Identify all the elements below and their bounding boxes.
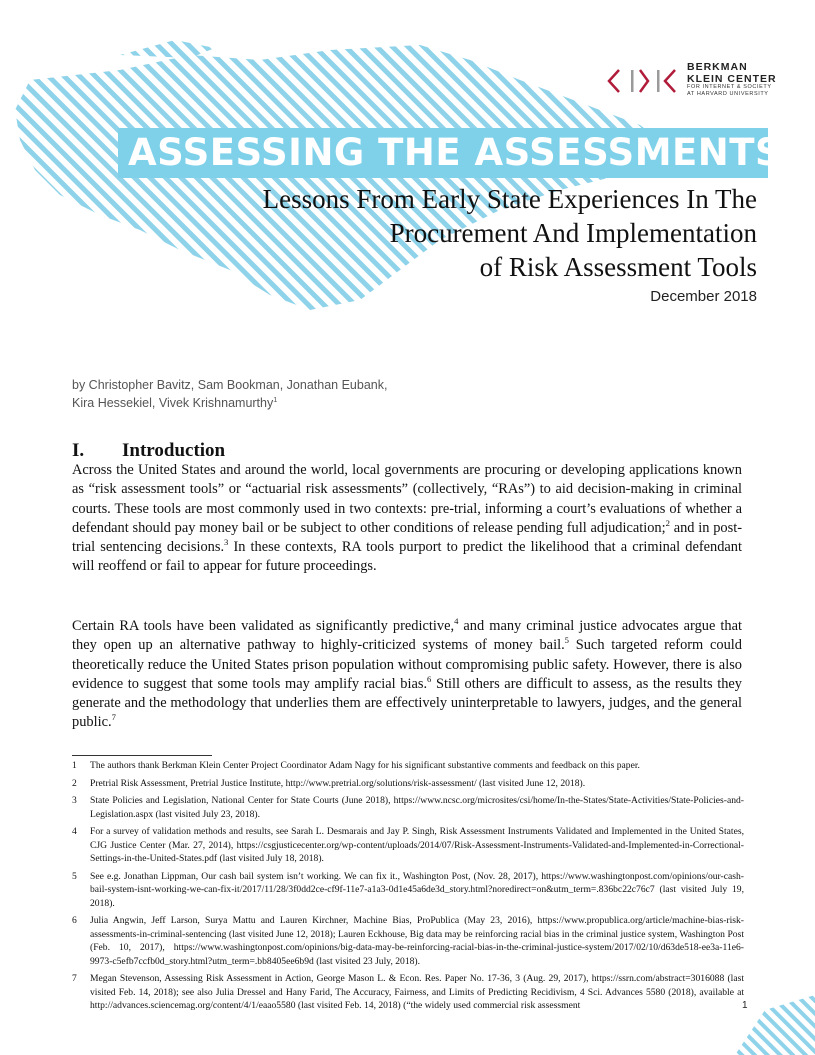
footnote-number: 6 bbox=[72, 915, 77, 926]
corner-stripes-decoration bbox=[725, 990, 815, 1055]
authors-line-2 bbox=[72, 394, 387, 412]
footnote-item bbox=[72, 777, 744, 791]
subtitle-line-3: of Risk Assessment Tools bbox=[479, 252, 757, 282]
paragraph-2 bbox=[72, 617, 742, 733]
bkc-logo-mark-icon bbox=[607, 64, 681, 98]
footnote-item bbox=[72, 972, 744, 1013]
logo-line-1: BERKMAN bbox=[687, 61, 748, 73]
footnote-divider bbox=[72, 755, 212, 756]
footnote-number: 7 bbox=[72, 973, 77, 984]
logo-line-3: FOR INTERNET & SOCIETY bbox=[687, 84, 772, 90]
page-number: 1 bbox=[742, 1000, 748, 1011]
paragraph-1-text-a: Across the United States and around the world, local governments are procuring or developing applications known as “risk assessment tools” or “actuarial risk assessments” (collectively, “RAs”) to aid decision-making in criminal courts. These tools are most commonly used in two contexts: pre-trial, informing a court’s evaluations of whether a defendant should pay money bail or be subject to other conditions of release pending full adjudication; bbox=[72, 462, 742, 536]
footnote-text: State Policies and Legislation, National Center for State Courts (June 2018), https://www.ncsc.org/microsites/csi/home/In-the-States/State-Activities/State-Policies-and-Legislation.aspx (last visited July 23, 2018). bbox=[90, 795, 744, 820]
footnote-number: 4 bbox=[72, 826, 77, 837]
footnote-ref[interactable]: 1 bbox=[273, 394, 278, 404]
footnote-ref[interactable]: 5 bbox=[564, 635, 569, 646]
footnote-text: Megan Stevenson, Assessing Risk Assessment in Action, George Mason L. & Econ. Res. Paper No. 17-36, 3 (Aug. 29, 2017), https://ssrn.com/abstract=3016088 (last visited Feb. 14, 2018); see also Julia Dressel and Hany Farid, The Accuracy, Fairness, and Limits of Predicting Recidivism, 4 Sci. Advances 5580 (2018), available at http://advances.sciencemag.org/content/4/1/eaao5580 (last visited Feb. 14, 2018) (“the widely used commercial risk assessment bbox=[90, 973, 744, 1011]
footnote-item bbox=[72, 914, 744, 968]
logo-wordmark bbox=[687, 62, 777, 97]
footnote-text: See e.g. Jonathan Lippman, Our cash bail system isn’t working. We can fix it., Washington Post, (Nov. 28, 2017), https://www.washingtonpost.com/opinions/our-cash-bail-system-isnt-working-we-can-fix-it/2017/11/28/3f0dd2ce-cf9f-11e7-a1a3-0d1e45a6de3d_story.html?noredirect=on&utm_term=.836bc22c76c7 (last visited July 19, 2018). bbox=[90, 870, 744, 909]
footnotes bbox=[72, 759, 744, 1017]
footnote-number: 3 bbox=[72, 795, 77, 806]
section-number: I. bbox=[72, 440, 85, 461]
footnote-item bbox=[72, 759, 744, 773]
paragraph-2-text-c: Such targeted reform could theoretically reduce the United States prison population without compromising public safety. However, there is also evidence to suggest that some tools may amplify racial bias. bbox=[72, 637, 742, 692]
footnote-item bbox=[72, 825, 744, 866]
author-list bbox=[72, 376, 387, 412]
logo-line-4: AT HARVARD UNIVERSITY bbox=[687, 90, 769, 97]
footnote-item bbox=[72, 794, 744, 821]
paragraph-2-text-b: and many criminal justice advocates argue that they open up an alternative pathway to highly-criticized systems of money bail. bbox=[72, 618, 742, 654]
footnote-text: For a survey of validation methods and results, see Sarah L. Desmarais and Jay P. Singh, Risk Assessment Instruments Validated and Implemented in the United States, CJG Justice Center (Mar. 27, 2014), https://csgjusticecenter.org/wp-content/uploads/2014/07/Risk-Assessment-Instruments-Validated-and-Implemented-in-Correctional-Settings-in-the-United-States.pdf (last visited July 18, 2018). bbox=[90, 826, 744, 864]
footnote-text: The authors thank Berkman Klein Center Project Coordinator Adam Nagy for his significant substantive comments and feedback on this paper. bbox=[90, 760, 640, 771]
section-heading bbox=[72, 440, 225, 462]
footnote-ref[interactable]: 4 bbox=[454, 616, 459, 627]
footnote-number: 1 bbox=[72, 760, 77, 771]
paragraph-2-text-d: Still others are difficult to assess, as the results they generate and the methodology that underlies them are effectively uninterpretable to lawyers, judges, and the general public. bbox=[72, 675, 742, 731]
footnote-ref[interactable]: 2 bbox=[665, 518, 670, 529]
publication-date: December 2018 bbox=[650, 288, 757, 305]
section-title: Introduction bbox=[122, 440, 226, 461]
authors-line-1: by Christopher Bavitz, Sam Bookman, Jonathan Eubank, bbox=[72, 378, 388, 392]
footnote-number: 5 bbox=[72, 870, 77, 882]
subtitle-line-2: Procurement And Implementation bbox=[389, 218, 757, 248]
footnote-ref[interactable]: 6 bbox=[427, 674, 432, 685]
subtitle bbox=[263, 182, 757, 284]
berkman-klein-logo bbox=[607, 60, 777, 100]
footnote-item bbox=[72, 870, 744, 911]
subtitle-line-1: Lessons From Early State Experiences In The bbox=[262, 184, 757, 214]
page-title: ASSESSING THE ASSESSMENTS bbox=[128, 131, 783, 174]
footnote-text: Pretrial Risk Assessment, Pretrial Justice Institute, http://www.pretrial.org/solutions/risk-assessment/ (last visited June 12, 2018). bbox=[90, 777, 586, 789]
paragraph-1 bbox=[72, 461, 742, 577]
paragraph-1-text-b: and in post-trial sentencing decisions. bbox=[72, 519, 742, 556]
paragraph-2-text-a: Certain RA tools have been validated as significantly predictive, bbox=[72, 618, 455, 634]
authors-line-2-text: Kira Hessekiel, Vivek Krishnamurthy bbox=[72, 396, 274, 410]
footnote-text: Julia Angwin, Jeff Larson, Surya Mattu and Lauren Kirchner, Machine Bias, ProPublica (May 23, 2016), https://www.propublica.org/article/machine-bias-risk-assessments-in-criminal-sentencing (last visited June 12, 2018); Lauren Eckhouse, Big data may be reinforcing racial bias in the criminal justice system, Washington Post (Feb. 10, 2017), https://www.washingtonpost.com/opinions/big-data-may-be-reinforcing-racial-bias-in-the-criminal-justice-system/2017/02/10/d63de518-ee3a-11e6-9973-c5efb7ccfb0d_story.html?utm_term=.bb8405ee6b9d (last visited 23 July, 2018). bbox=[90, 915, 744, 967]
paragraph-1-text-c: In these contexts, RA tools purport to predict the likelihood that a criminal defendant will reoffend or fail to appear for future proceedings. bbox=[72, 539, 742, 575]
logo-line-2: KLEIN CENTER bbox=[687, 72, 777, 85]
footnote-number: 2 bbox=[72, 777, 77, 789]
footnote-ref[interactable]: 7 bbox=[111, 712, 116, 723]
footnote-ref[interactable]: 3 bbox=[224, 537, 229, 548]
